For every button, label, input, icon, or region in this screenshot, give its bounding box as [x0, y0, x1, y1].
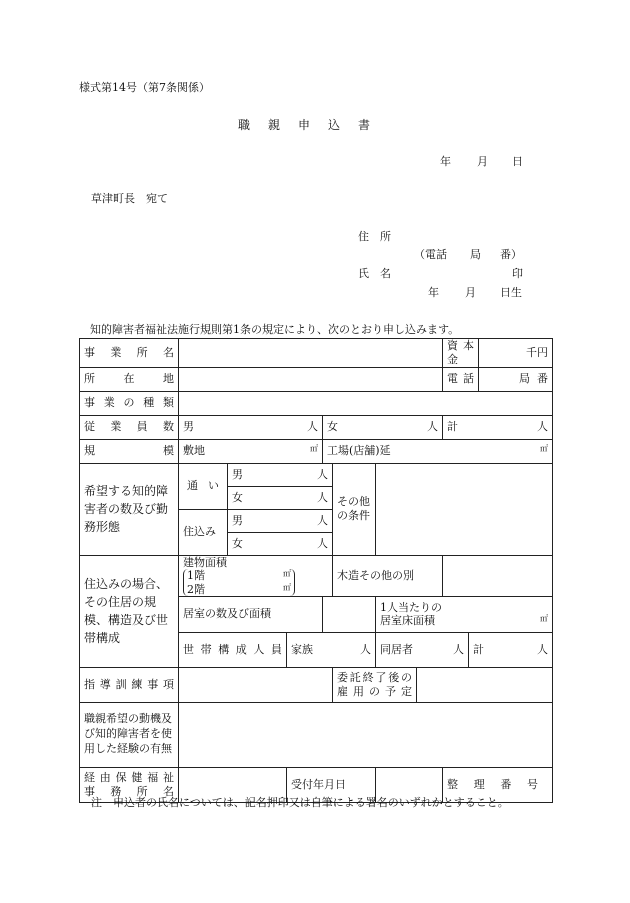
addressee: 草津町長 宛て: [91, 192, 168, 205]
serial-number-label: 整理番号: [443, 767, 553, 802]
business-name-label: 事業所名: [80, 339, 179, 368]
row-location: [80, 367, 553, 391]
rooms-label: 居室の数及び面積: [179, 596, 323, 632]
employees-male[interactable]: 男 人: [179, 415, 323, 439]
employees-total[interactable]: 計 人: [443, 415, 553, 439]
row-motive: [80, 702, 553, 767]
location-label: 所在地: [80, 367, 179, 391]
birth-month: 月: [465, 286, 476, 299]
scale-label: 規模: [80, 439, 179, 463]
floor-brace: 1階 ㎡ 2階 ㎡: [183, 569, 295, 595]
guidance-value[interactable]: [179, 667, 333, 702]
location-value[interactable]: [179, 367, 443, 391]
household-total[interactable]: 計 人: [469, 632, 553, 667]
employees-label: 従業員数: [80, 415, 179, 439]
motive-label: 職親希望の動機及び知的障害者を使用した経験の有無: [80, 702, 179, 767]
building-area[interactable]: 建物面積 1階 ㎡ 2階 ㎡: [179, 555, 333, 596]
guidance-label: 指導訓練事項: [80, 667, 179, 702]
wooden-label: 木造その他の別: [333, 555, 443, 596]
phone-label: 電話: [443, 367, 479, 391]
address-label: 住 所: [358, 230, 391, 243]
application-table: [79, 338, 553, 803]
phone-bureau: 局: [470, 248, 481, 261]
commute-label: 通い: [179, 463, 228, 509]
phone-bureau-unit: 局: [519, 372, 531, 386]
date-month: 月: [477, 155, 488, 168]
page-title: 職 親 申 込 書: [238, 118, 374, 132]
other-conditions-value[interactable]: [376, 463, 553, 555]
phone-value[interactable]: [479, 367, 553, 391]
livein-female[interactable]: 女 人: [228, 532, 333, 555]
footnote: 注 申込者の氏名については、記名押印又は自筆による署名のいずれかとすること。: [91, 796, 509, 809]
date-year: 年: [440, 155, 451, 168]
commute-female[interactable]: 女 人: [228, 486, 333, 509]
birth-day: 日生: [500, 286, 522, 299]
per-person-area[interactable]: 1人当たりの 居室床面積 ㎡: [376, 596, 553, 632]
household-family[interactable]: 家族 人: [287, 632, 376, 667]
phone-number-unit: 番: [537, 372, 549, 386]
business-type-label: 事業の種類: [80, 391, 179, 415]
commute-male[interactable]: 男 人: [228, 463, 333, 486]
desired-label: 希望する知的障害者の数及び勤務形態: [80, 463, 179, 555]
business-type-value[interactable]: [179, 391, 553, 415]
household-label: 世帯構成人員: [179, 632, 287, 667]
row-building: [80, 555, 553, 596]
factory-area[interactable]: 工場(店舗)延 ㎡: [323, 439, 553, 463]
phone-open: （電話: [414, 248, 447, 261]
row-business-name: [80, 339, 553, 368]
date-day: 日: [512, 155, 523, 168]
birth-year: 年: [428, 286, 439, 299]
intro-text: 知的障害者福祉法施行規則第1条の規定により、次のとおり申し込みます。: [90, 323, 460, 336]
after-employment-label: 委託終了後の 雇用の予定: [333, 667, 417, 702]
motive-value[interactable]: [179, 702, 553, 767]
employees-female[interactable]: 女 人: [323, 415, 443, 439]
row-guidance: [80, 667, 553, 702]
phone-number: 番）: [500, 248, 522, 261]
name-label: 氏 名: [358, 267, 391, 280]
welfare-office-label: 経由保健福祉 事務所名: [80, 767, 179, 802]
business-name-value[interactable]: [179, 339, 443, 368]
household-cohabitant[interactable]: 同居者 人: [376, 632, 469, 667]
after-employment-value[interactable]: [417, 667, 553, 702]
row-scale: [80, 439, 553, 463]
rooms-value[interactable]: [323, 596, 376, 632]
row-desired-1: [80, 463, 553, 486]
livein-residence-label: 住込みの場合、その住居の規模、構造及び世帯構成: [80, 555, 179, 667]
form-number: 様式第14号（第7条関係）: [79, 81, 210, 94]
site-area[interactable]: 敷地 ㎡: [179, 439, 323, 463]
received-date-label: 受付年月日: [287, 767, 376, 802]
capital-unit[interactable]: 千円: [479, 339, 553, 368]
live-in-label: 住込み: [179, 509, 228, 555]
seal-mark: 印: [512, 267, 523, 280]
livein-male[interactable]: 男 人: [228, 509, 333, 532]
row-employees: [80, 415, 553, 439]
other-conditions-label: その他の条件: [333, 463, 376, 555]
wooden-value[interactable]: [443, 555, 553, 596]
row-business-type: [80, 391, 553, 415]
capital-label: 資本金: [443, 339, 479, 368]
